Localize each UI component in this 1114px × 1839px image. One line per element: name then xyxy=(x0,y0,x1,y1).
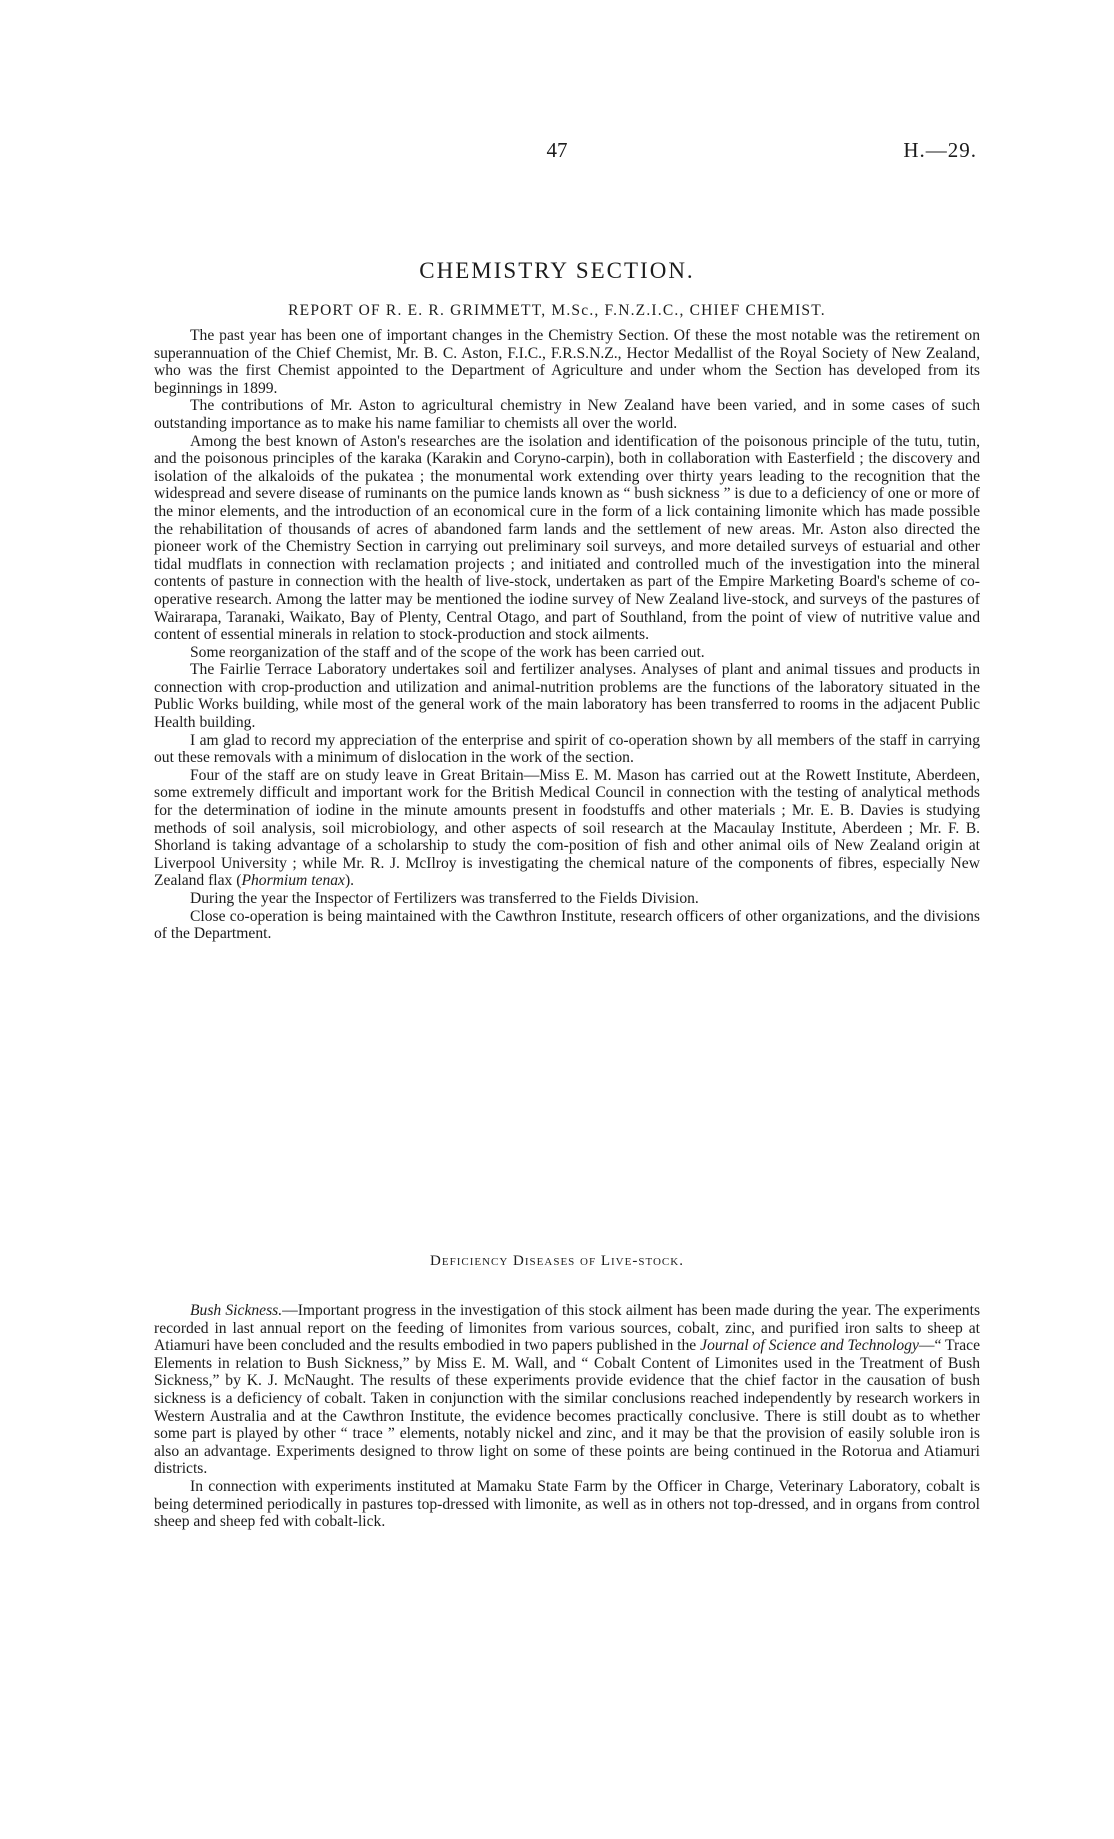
page-number: 47 xyxy=(546,138,568,162)
paragraph xyxy=(154,1302,980,1478)
paragraph-lead: Bush Sickness. xyxy=(190,1302,283,1319)
body-text-block xyxy=(154,327,980,943)
paragraph xyxy=(154,767,980,890)
paragraph: Close co-operation is being maintained with the Cawthron Institute, research officers of other organizations, and the divisions of the Department. xyxy=(154,907,980,943)
paragraph: Some reorganization of the staff and of the scope of the work has been carried out. xyxy=(190,643,705,661)
paragraph: The Fairlie Terrace Laboratory undertakes soil and fertilizer analyses. Analyses of plant and animal tissues and products in connection with crop-production and utilization and animal-nutrition problems are the functions of the laboratory situated in the Public Works building, while most of the general work of the main laboratory has been transferred to rooms in the adjacent Public Health building. xyxy=(154,661,980,732)
paragraph: The past year has been one of important changes in the Chemistry Section. Of these the most notable was the retirement on superannuation of the Chief Chemist, Mr. B. C. Aston, F.I.C., F.R.S.N.Z., Hector Medallist of the Royal Society of New Zealand, who was the first Chemist appointed to the Department of Agriculture and under whom the Section has developed from its beginnings in 1899. xyxy=(154,327,980,397)
subheading xyxy=(0,1253,1114,1270)
paragraph: During the year the Inspector of Fertilizers was transferred to the Fields Division. xyxy=(190,890,699,907)
paragraph: In connection with experiments instituted at Mamaku State Farm by the Officer in Charge, Veterinary Laboratory, cobalt is being determined periodically in pastures top-dressed with limonite, as well as in others not top-dressed, and in organs from control sheep and sheep fed with cobalt-lick. xyxy=(154,1477,980,1531)
report-reference: H.—29. xyxy=(903,138,977,162)
staff-text: Four of the staff are on study leave in Great Britain—Miss E. M. Mason has carried out at the Rowett Institute, Aberdeen, some extremely difficult and important work for the British Medical Council in connection with the testing of analytical methods for the determination of iodine in the minute amounts present in foodstuffs and other materials ; Mr. E. B. Davies is studying methods of soil analysis, soil microbiology, and other aspects of soil research at the Macaulay Institute, Aberdeen ; Mr. F. B. Shorland is taking advantage of a scholarship to study the com-position of fish and other animal oils of New Zealand origin at Liverpool University ; while Mr. R. J. McIlroy is investigating the chemical nature of the components of fibres, especially New Zealand flax ( xyxy=(154,766,980,890)
report-author-line: REPORT OF R. E. R. GRIMMETT, M.Sc., F.N.Z.I.C., CHIEF CHEMIST. xyxy=(288,302,826,319)
section-title: CHEMISTRY SECTION. xyxy=(419,258,695,283)
paragraph-text: —“ Trace Elements in relation to Bush Sickness,” by Miss E. M. Wall, and “ Cobalt Content of Limonites used in the Treatment of Bush Sickness,” by K. J. McNaught. The results of these experiments provide evidence that the chief factor in the causation of bush sickness is a deficiency of cobalt. Taken in conjunction with the similar conclusions reached independently by research workers in Western Australia and at the Cawthron Institute, the evidence becomes practically conclusive. There is still doubt as to whether some part is played by other “ trace ” elements, notably nickel and zinc, and it may be that the provision of easily soluble iron is also an advantage. Experiments designed to throw light on some of these points are being continued in the Rotorua and Atiamuri districts. xyxy=(154,1337,980,1478)
paragraph-text: —Important progress in the investigation of this stock ailment has been made during the year. The experiments recorded in last annual report on the feeding of limonites from various sources, cobalt, zinc, and purified iron salts to sheep at Atiamuri have been concluded and the results embodied in two papers published in the xyxy=(154,1302,981,1355)
subheading-text: Deficiency Diseases of Live-stock. xyxy=(430,1253,684,1269)
journal-title: Journal of Science and Technology xyxy=(700,1337,919,1355)
species-name: Phormium tenax xyxy=(241,872,345,890)
staff-text-end: ). xyxy=(344,872,355,890)
paragraph: Among the best known of Aston's researches are the isolation and identification of the poisonous principle of the tutu, tutin, and the poisonous principles of the karaka (Karakin and Coryno-carpin), both in collaboration with Easterfield ; the discovery and isolation of the alkaloids of the pukatea ; the monumental work extending over thirty years leading to the recognition that the widespread and severe disease of ruminants on the pumice lands known as “ bush sickness ” is due to a deficiency of one or more of the minor elements, and the introduction of an economical cure in the form of a lick containing limonite which has made possible the rehabilitation of thousands of acres of abandoned farm lands and the settlement of new areas. Mr. Aston also directed the pioneer work of the Chemistry Section in carrying out preliminary soil surveys, and more detailed surveys of estuarial and other tidal mudflats in connection with reclamation projects ; and initiated and controlled much of the investigation into the mineral contents of pasture in connection with the health of live-stock, undertaken as part of the Empire Marketing Board's scheme of co-operative research. Among the latter may be mentioned the iodine survey of New Zealand live-stock, and surveys of the pastures of Wairarapa, Taranaki, Waikato, Bay of Plenty, Central Otago, and part of Southland, from the point of view of nutritive value and content of essential minerals in relation to stock-production and stock ailments. xyxy=(154,432,980,644)
body-text-block xyxy=(154,1302,980,1531)
paragraph: The contributions of Mr. Aston to agricultural chemistry in New Zealand have been varied, and in some cases of such outstanding importance as to make his name familiar to chemists all over the world. xyxy=(154,397,980,432)
paragraph: I am glad to record my appreciation of the enterprise and spirit of co-operation shown by all members of the staff in carrying out these removals with a minimum of dislocation in the work of the section. xyxy=(154,731,980,767)
